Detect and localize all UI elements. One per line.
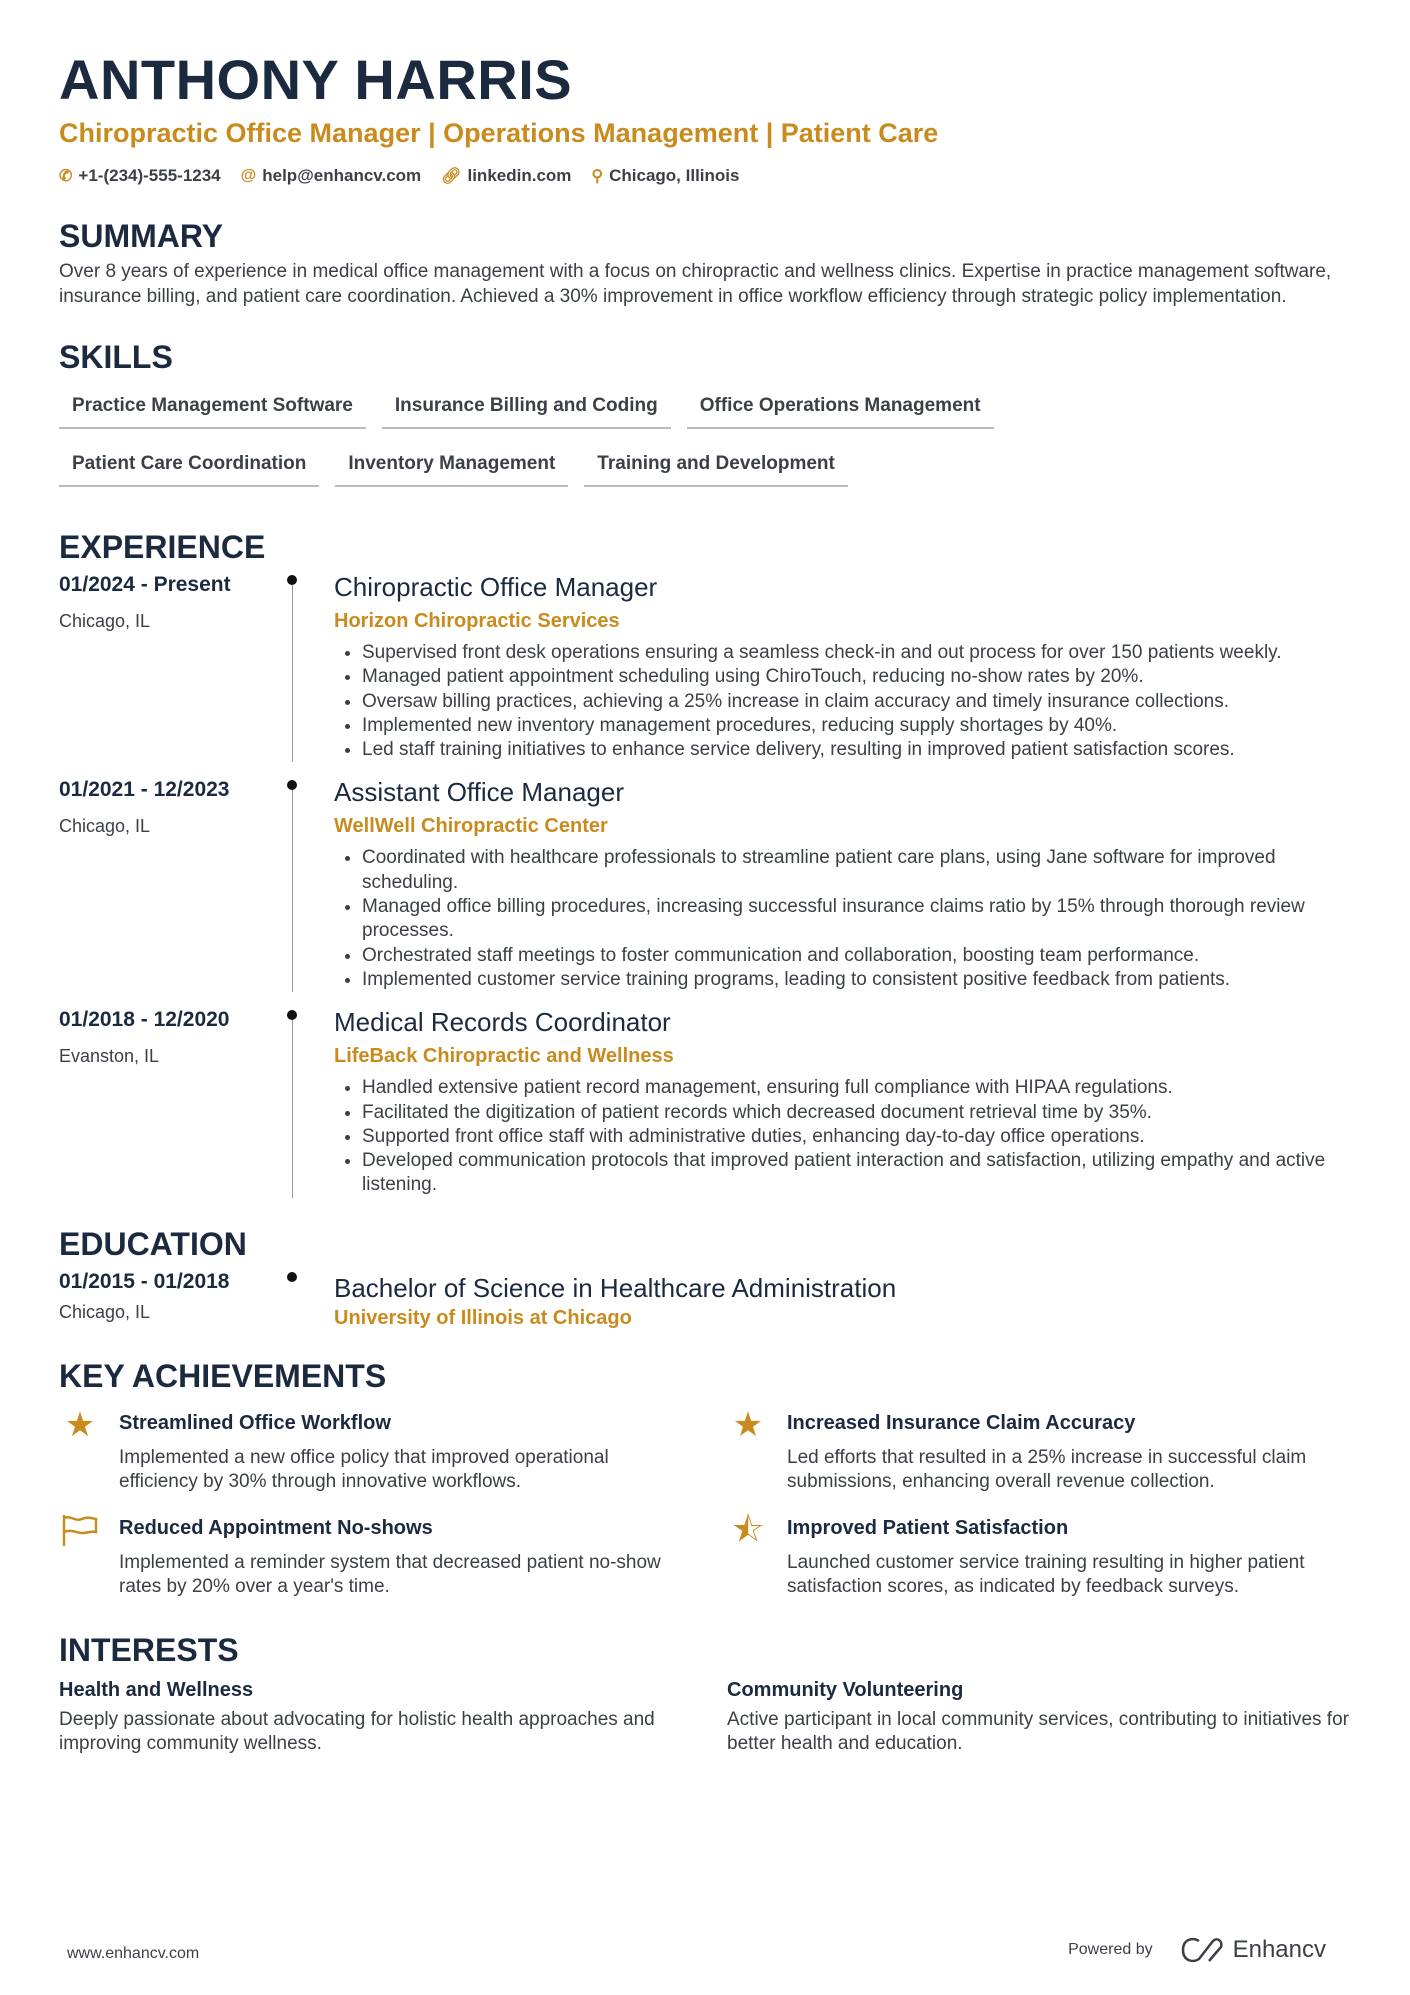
education-location: Chicago, IL [59, 1301, 151, 1322]
powered-by-label: Powered by [1068, 1941, 1153, 1958]
section-heading: KEY ACHIEVEMENTS [59, 1357, 387, 1394]
star-icon: ★ [64, 1405, 96, 1444]
section-heading: SUMMARY [59, 218, 224, 254]
experience-bullet: • Facilitated the digitization of patient records which decreased document retrieval time by 35%. [362, 1101, 1351, 1125]
achievement-item [727, 1405, 1351, 1495]
experience-entry [59, 571, 1351, 762]
interest-title: Community Volunteering [727, 1678, 964, 1701]
achievements-section [59, 1356, 1351, 1600]
experience-bullet: • Orchestrated staff meetings to foster communication and collaboration, boosting team performance. [362, 944, 1351, 968]
experience-bullets [334, 1076, 1351, 1197]
experience-bullet: • Supervised front desk operations ensuring a seamless check-in and out process for over 150 patients weekly. [362, 641, 1351, 665]
achievement-text: Implemented a reminder system that decreased patient no-show rates by 20% over a year's time. [119, 1551, 661, 1598]
experience-bullets [334, 641, 1351, 762]
experience-bullet: • Managed patient appointment scheduling using ChiroTouch, reducing no-show rates by 20%. [362, 665, 1351, 689]
timeline-dot [292, 1272, 293, 1282]
experience-date: 01/2024 - Present [59, 573, 231, 596]
skill-tag: Insurance Billing and Coding [382, 387, 671, 429]
enhancv-logo-icon [1179, 1937, 1225, 1963]
interest-item [727, 1676, 1351, 1757]
experience-entry [59, 776, 1351, 992]
achievement-item [59, 1405, 727, 1495]
experience-bullet: • Implemented new inventory management procedures, reducing supply shortages by 40%. [362, 714, 1351, 738]
experience-bullet: • Supported front office staff with administrative duties, enhancing day-to-day office operations. [362, 1125, 1351, 1149]
experience-date: 01/2018 - 12/2020 [59, 1008, 230, 1032]
achievement-item [59, 1513, 727, 1600]
linkedin-text[interactable]: linkedin.com [467, 166, 572, 185]
experience-bullet: • Coordinated with healthcare professionals to streamline patient care plans, using Jane software for improved scheduling. [362, 846, 1351, 895]
education-section [59, 1224, 1351, 1332]
education-entry [59, 1268, 1351, 1332]
achievement-title: Increased Insurance Claim Accuracy [787, 1411, 1136, 1434]
experience-date: 01/2021 - 12/2023 [59, 778, 230, 802]
timeline-line [292, 780, 293, 992]
flag-icon [59, 1513, 101, 1600]
timeline-line [292, 1010, 293, 1197]
enhancv-logo[interactable] [1179, 1936, 1326, 1964]
company-name: Horizon Chiropractic Services [334, 610, 620, 632]
summary-text: Over 8 years of experience in medical office management with a focus on chiropractic and wellness clinics. Expertise in practice management software, insurance billing, and patient care coordination. Achieved a 30% improvement in office workflow efficiency through strategic policy implementation. [59, 261, 1332, 307]
half-star-icon: ⯪ [731, 1510, 765, 1549]
interest-title: Health and Wellness [59, 1678, 254, 1701]
section-heading: EDUCATION [59, 1225, 247, 1262]
achievement-title: Improved Patient Satisfaction [787, 1516, 1069, 1539]
skill-tag: Office Operations Management [687, 387, 994, 429]
company-name: WellWell Chiropractic Center [334, 815, 608, 838]
location-text: Chicago, Illinois [609, 166, 740, 185]
skill-tag: Inventory Management [335, 445, 568, 487]
degree: Bachelor of Science in Healthcare Administration [334, 1272, 897, 1303]
footer-website[interactable]: www.enhancv.com [67, 1945, 200, 1962]
contact-phone [59, 166, 221, 186]
section-heading: INTERESTS [59, 1631, 239, 1668]
experience-bullets [334, 846, 1351, 992]
interests-section [59, 1630, 1351, 1757]
phone-icon: ✆ [59, 168, 73, 185]
phone-text: +1-(234)-555-1234 [78, 166, 221, 185]
enhancv-brand: Enhancv [1232, 1936, 1326, 1963]
link-icon: 🔗︎ [441, 168, 462, 185]
company-name: LifeBack Chiropractic and Wellness [334, 1045, 674, 1068]
achievement-text: Led efforts that resulted in a 25% increase in successful claim submissions, enhancing overall revenue collection. [787, 1446, 1307, 1493]
contact-info [59, 166, 1351, 186]
resume [59, 48, 1351, 1757]
experience-bullet: • Handled extensive patient record management, ensuring full compliance with HIPAA regulations. [362, 1076, 1351, 1100]
experience-bullet: • Oversaw billing practices, achieving a 25% increase in claim accuracy and timely insurance collections. [362, 690, 1351, 714]
candidate-name: ANTHONY HARRIS [59, 48, 573, 111]
experience-section [59, 527, 1351, 1198]
education-date: 01/2015 - 01/2018 [59, 1269, 230, 1293]
contact-location [591, 166, 739, 186]
achievement-text: Launched customer service training resulting in higher patient satisfaction scores, as indicated by feedback surveys. [787, 1551, 1305, 1598]
experience-location: Evanston, IL [59, 1046, 160, 1067]
summary-section [59, 216, 1351, 309]
job-title: Medical Records Coordinator [334, 1007, 671, 1038]
skills-section [59, 337, 1351, 487]
interest-item [59, 1676, 727, 1757]
experience-bullet: • Developed communication protocols that improved patient interaction and satisfaction, utilizing empathy and active listening. [362, 1149, 1351, 1198]
experience-bullet: • Managed office billing procedures, increasing successful insurance claims ratio by 15% through thorough review processes. [362, 895, 1351, 944]
contact-linkedin[interactable] [441, 166, 571, 186]
skill-tag: Training and Development [584, 445, 848, 487]
achievement-item [727, 1510, 1351, 1600]
at-icon: @ [240, 167, 257, 184]
skills-list [59, 387, 1179, 487]
achievement-text: Implemented a new office policy that improved operational efficiency by 30% through innovative workflows. [119, 1446, 609, 1493]
experience-entry [59, 1006, 1351, 1197]
location-pin-icon: ⚲ [591, 168, 604, 185]
experience-bullet: • Led staff training initiatives to enhance service delivery, resulting in improved patient satisfaction scores. [362, 738, 1351, 762]
candidate-title: Chiropractic Office Manager | Operations Management | Patient Care [59, 118, 939, 148]
timeline-line [292, 575, 293, 762]
job-title: Assistant Office Manager [334, 777, 624, 808]
job-title: Chiropractic Office Manager [334, 572, 658, 602]
powered-by [1068, 1936, 1326, 1964]
experience-location: Chicago, IL [59, 611, 151, 631]
email-text[interactable]: help@enhancv.com [262, 166, 422, 185]
section-heading: SKILLS [59, 339, 173, 375]
achievement-title: Reduced Appointment No-shows [119, 1516, 433, 1539]
school: University of Illinois at Chicago [334, 1306, 632, 1329]
skill-tag: Practice Management Software [59, 387, 366, 429]
achievement-title: Streamlined Office Workflow [119, 1411, 391, 1434]
star-icon: ★ [732, 1405, 764, 1444]
skill-tag: Patient Care Coordination [59, 445, 319, 487]
experience-location: Chicago, IL [59, 816, 151, 837]
experience-bullet: • Implemented customer service training programs, leading to consistent positive feedback from patients. [362, 968, 1351, 992]
interest-text: Deeply passionate about advocating for holistic health approaches and improving community wellness. [59, 1708, 655, 1755]
contact-email[interactable] [241, 166, 422, 186]
interest-text: Active participant in local community services, contributing to initiatives for better health and education. [727, 1708, 1349, 1755]
section-heading: EXPERIENCE [59, 529, 266, 565]
